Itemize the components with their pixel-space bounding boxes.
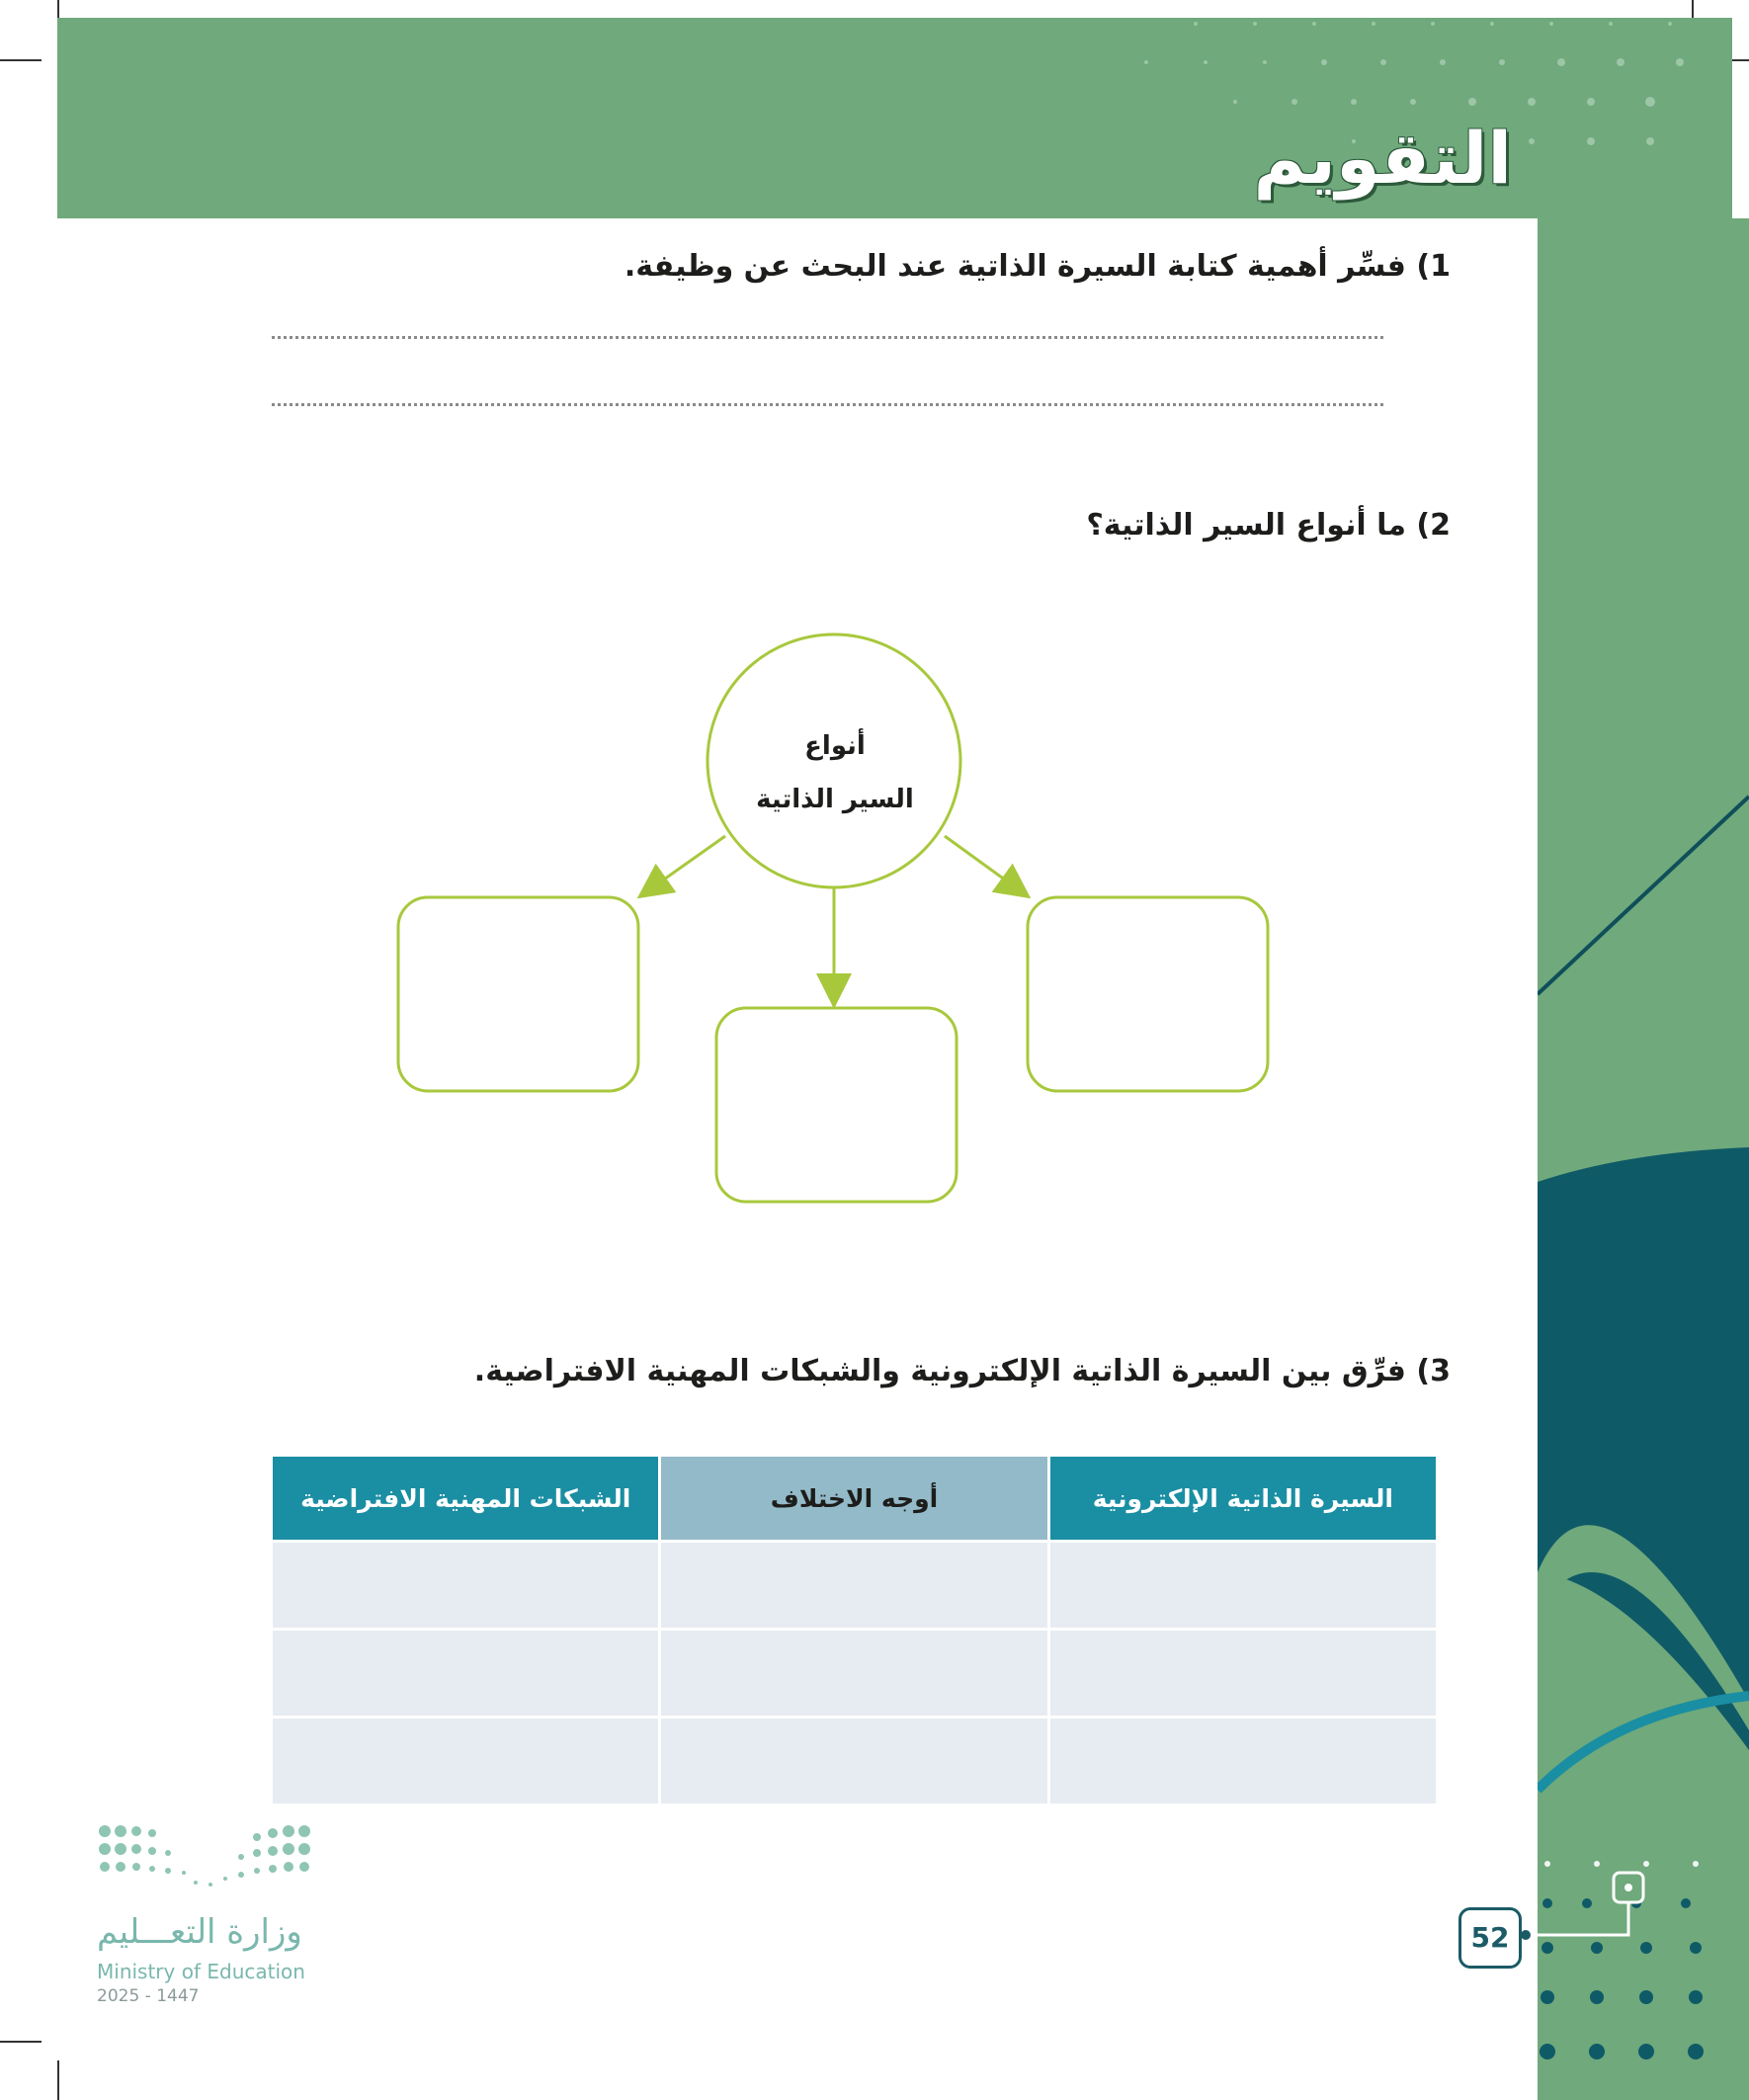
answer-box-center[interactable] bbox=[716, 1008, 957, 1202]
table-cell[interactable] bbox=[1048, 1718, 1437, 1806]
table-cell[interactable] bbox=[1048, 1542, 1437, 1630]
table-cell[interactable] bbox=[1048, 1630, 1437, 1718]
question-2-number: 2) bbox=[1416, 508, 1451, 543]
center-circle-label bbox=[707, 719, 963, 826]
decor-shapes bbox=[1538, 218, 1749, 2100]
table-row bbox=[272, 1542, 1438, 1630]
ministry-logo-dots bbox=[97, 1823, 314, 1902]
answer-line-2[interactable] bbox=[272, 403, 1383, 406]
comparison-table bbox=[270, 1457, 1439, 1806]
question-1 bbox=[625, 249, 1451, 284]
table-row bbox=[272, 1630, 1438, 1718]
table-cell[interactable] bbox=[660, 1542, 1048, 1630]
ministry-logo-arabic: وزارة التعـــليم bbox=[97, 1912, 302, 1952]
page-title: التقويم bbox=[1253, 117, 1512, 200]
table-row bbox=[272, 1718, 1438, 1806]
question-1-number: 1) bbox=[1416, 249, 1451, 284]
table-header-row bbox=[272, 1457, 1438, 1542]
question-2-text: ما أنواع السير الذاتية؟ bbox=[1086, 508, 1406, 543]
ministry-logo-year: 2025 - 1447 bbox=[97, 1986, 200, 2006]
header-virtual-networks: الشبكات المهنية الافتراضية bbox=[272, 1457, 660, 1542]
table-cell[interactable] bbox=[272, 1630, 660, 1718]
question-1-text: فسِّر أهمية كتابة السيرة الذاتية عند البحث عن وظيفة. bbox=[624, 249, 1406, 284]
crop-mark bbox=[57, 2060, 59, 2100]
question-3 bbox=[474, 1354, 1451, 1388]
table-cell[interactable] bbox=[272, 1718, 660, 1806]
table-cell[interactable] bbox=[272, 1542, 660, 1630]
crop-mark bbox=[0, 2041, 42, 2043]
answer-line-1[interactable] bbox=[272, 336, 1383, 339]
page-number-connector bbox=[1512, 1868, 1650, 1947]
arrow-left bbox=[644, 836, 725, 893]
page-number: 52 bbox=[1458, 1907, 1522, 1969]
header-differences: أوجه الاختلاف bbox=[660, 1457, 1048, 1542]
question-3-text: فرِّق بين السيرة الذاتية الإلكترونية والشبكات المهنية الافتراضية. bbox=[473, 1354, 1406, 1388]
right-decor-band bbox=[1538, 218, 1749, 2100]
question-3-number: 3) bbox=[1416, 1354, 1451, 1388]
answer-box-left[interactable] bbox=[398, 897, 638, 1091]
crop-mark bbox=[0, 59, 42, 61]
center-label-line-1: أنواع bbox=[804, 731, 866, 761]
header-electronic-cv: السيرة الذاتية الإلكترونية bbox=[1048, 1457, 1437, 1542]
ministry-logo-english: Ministry of Education bbox=[97, 1960, 305, 1983]
arrow-right bbox=[945, 836, 1024, 893]
center-label-line-2: السير الذاتية bbox=[756, 785, 914, 814]
table-cell[interactable] bbox=[660, 1718, 1048, 1806]
table-cell[interactable] bbox=[660, 1630, 1048, 1718]
question-2 bbox=[1086, 508, 1451, 543]
answer-box-right[interactable] bbox=[1028, 897, 1268, 1091]
